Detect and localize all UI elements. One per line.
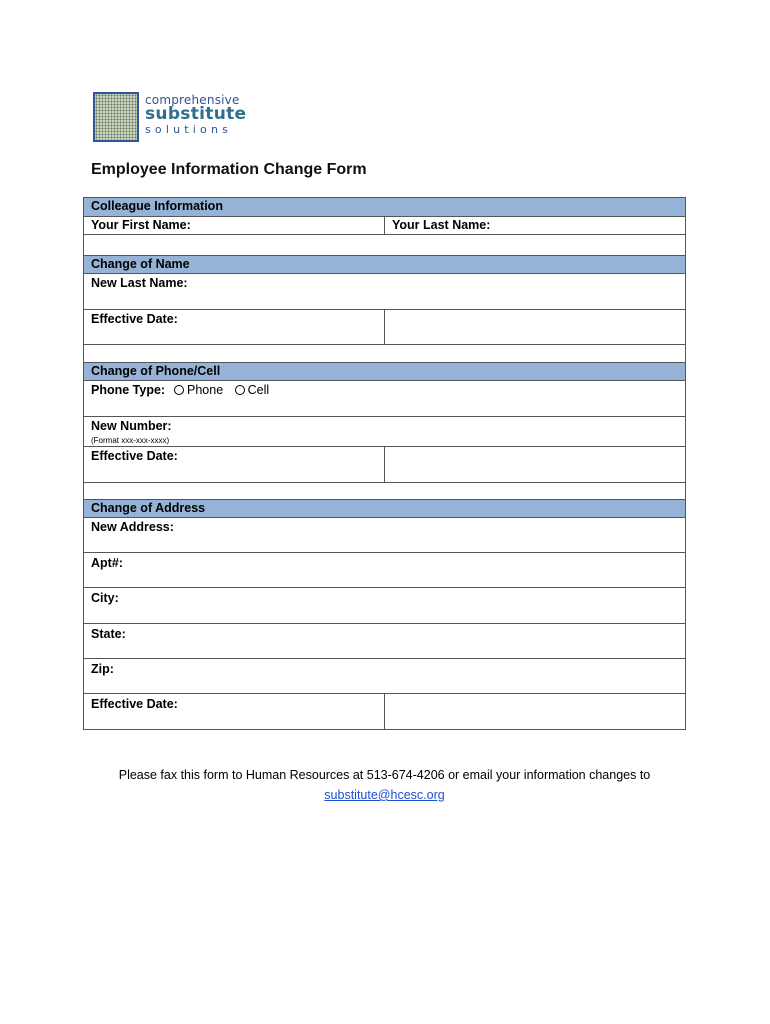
phone-effective-date-field[interactable] — [84, 447, 385, 482]
name-effective-date-extra-cell[interactable] — [385, 310, 685, 344]
new-address-field[interactable] — [84, 518, 685, 553]
last-name-label: Your Last Name: — [392, 218, 491, 232]
cell-radio[interactable] — [235, 385, 245, 395]
section-header-address — [84, 500, 685, 518]
name-effective-date-row — [84, 310, 685, 345]
address-effective-date-row — [84, 694, 685, 729]
name-effective-date-label: Effective Date: — [91, 312, 178, 326]
name-row — [84, 217, 685, 235]
phone-radio[interactable] — [174, 385, 184, 395]
phone-effective-date-row — [84, 447, 685, 483]
spacer-row — [84, 483, 685, 500]
footer-instructions — [83, 765, 686, 805]
new-number-format-hint: (Format xxx-xxx-xxxx) — [91, 436, 170, 445]
section-title-phone: Change of Phone/Cell — [91, 364, 221, 378]
new-last-name-label: New Last Name: — [91, 276, 188, 290]
phone-radio-label: Phone — [187, 383, 224, 397]
cell-radio-label: Cell — [247, 383, 270, 397]
spacer-row — [84, 235, 685, 256]
address-effective-date-field[interactable] — [84, 694, 385, 729]
phone-type-row — [84, 381, 685, 417]
apt-field[interactable] — [84, 553, 685, 588]
section-header-colleague — [84, 198, 685, 217]
zip-label: Zip: — [91, 662, 114, 676]
new-address-label: New Address: — [91, 520, 174, 534]
address-effective-date-label: Effective Date: — [91, 697, 178, 711]
phone-effective-date-label: Effective Date: — [91, 449, 178, 463]
phone-effective-date-extra-cell[interactable] — [385, 447, 685, 482]
zip-field[interactable] — [84, 659, 685, 694]
company-logo — [93, 92, 247, 144]
last-name-field[interactable] — [385, 217, 685, 234]
logo-text-solutions: solutions — [145, 123, 233, 136]
logo-mark — [93, 92, 139, 142]
city-field[interactable] — [84, 588, 685, 624]
email-link[interactable]: substitute@hcesc.org — [324, 788, 445, 802]
new-number-field[interactable] — [84, 417, 685, 447]
state-field[interactable] — [84, 624, 685, 659]
first-name-label: Your First Name: — [91, 218, 191, 232]
phone-type-options — [174, 383, 269, 397]
form-title: Employee Information Change Form — [91, 161, 367, 178]
section-title-address: Change of Address — [91, 501, 206, 515]
spacer-row — [84, 345, 685, 363]
first-name-field[interactable] — [84, 217, 385, 234]
change-form-table — [83, 197, 686, 730]
address-effective-date-extra-cell[interactable] — [385, 694, 685, 729]
section-header-name — [84, 256, 685, 274]
footer-text: Please fax this form to Human Resources at 513-674-4206 or email your information changes to — [118, 768, 651, 782]
logo-text-comprehensive: comprehensive — [145, 93, 240, 107]
new-number-label: New Number: — [91, 419, 172, 433]
section-title-name: Change of Name — [91, 257, 190, 271]
phone-type-label: Phone Type: — [91, 383, 166, 397]
apt-label: Apt#: — [91, 556, 123, 570]
city-label: City: — [91, 591, 119, 605]
new-last-name-field[interactable] — [84, 274, 685, 310]
logo-text-substitute: substitute — [145, 104, 247, 124]
section-title-colleague: Colleague Information — [91, 199, 223, 213]
section-header-phone — [84, 363, 685, 381]
state-label: State: — [91, 627, 126, 641]
name-effective-date-field[interactable] — [84, 310, 385, 344]
